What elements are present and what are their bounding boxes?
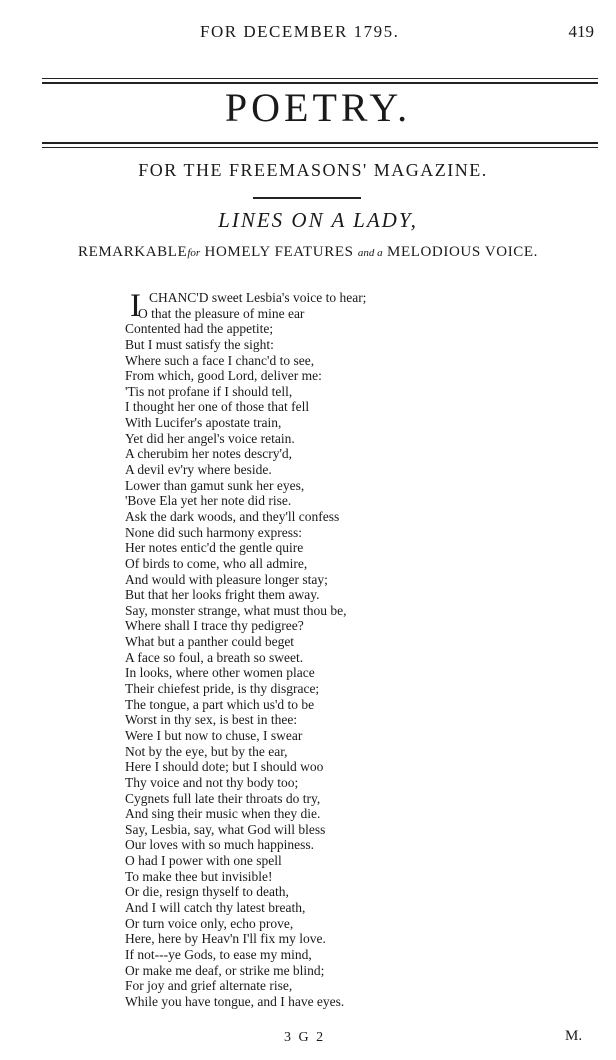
poem-line: Our loves with so much happiness. (125, 837, 314, 853)
poem-line: A cherubim her notes descry'd, (125, 446, 293, 462)
poem-line: Her notes entic'd the gentle quire (125, 540, 304, 556)
poem-line: Cygnets full late their throats do try, (125, 790, 321, 806)
subtitle-connector-2: and a (357, 247, 383, 259)
poem-line: Were I but now to chuse, I swear (125, 727, 303, 743)
bottom-rule-thin (42, 147, 598, 148)
poem-line: Where such a face I chanc'd to see, (125, 352, 315, 368)
poem-line: And I will catch thy latest breath, (125, 899, 306, 915)
poem-line: 'Bove Ela yet her note did rise. (125, 493, 292, 509)
poem-line: 'Tis not profane if I should tell, (125, 383, 293, 399)
poem-line: Lower than gamut sunk her eyes, (125, 477, 305, 493)
poem-line: With Lucifer's apostate train, (125, 415, 282, 431)
poem-line: The tongue, a part which us'd to be (125, 696, 315, 712)
poem-line: Of birds to come, who all admire, (125, 555, 308, 571)
poem-line: Contented had the appetite; (125, 321, 274, 337)
poem-line: Or die, resign thyself to death, (125, 884, 289, 900)
poem-line: But that her looks fright them away. (125, 587, 320, 603)
poem-line: And sing their music when they die. (125, 806, 321, 822)
title-divider (253, 197, 361, 199)
running-head (0, 22, 616, 42)
drop-cap: I (130, 288, 141, 324)
poem-line: None did such harmony express: (125, 524, 302, 540)
poem-line: Say, monster strange, what must thou be, (125, 602, 347, 618)
poem-line: Say, Lesbia, say, what God will bless (125, 821, 326, 837)
poem-line: O that the pleasure of mine ear (138, 305, 305, 321)
poem-line: Here I should dote; but I should woo (125, 759, 324, 775)
catchword: M. (565, 1028, 583, 1044)
poem-line: I thought her one of those that fell (125, 399, 310, 415)
poem-line: Or make me deaf, or strike me blind; (125, 962, 325, 978)
poem-line: A devil ev'ry where beside. (125, 462, 272, 478)
poem-line: Or turn voice only, echo prove, (125, 915, 294, 931)
poem-line: Worst in thy sex, is best in thee: (125, 712, 298, 728)
poem-line: O had I power with one spell (125, 853, 282, 869)
poem-line: Thy voice and not thy body too; (125, 774, 299, 790)
poem-line: But I must satisfy the sight: (125, 336, 274, 352)
subtitle-part-3: MELODIOUS VOICE. (387, 244, 539, 260)
subtitle-part-2: HOMELY FEATURES (204, 244, 354, 260)
subtitle-part-1: REMARKABLE (77, 244, 188, 260)
poem-line: Where shall I trace thy pedigree? (125, 618, 304, 634)
poem-line: From which, good Lord, deliver me: (125, 368, 322, 384)
poem-line: Not by the eye, but by the ear, (125, 743, 288, 759)
poem-line: Here, here by Heav'n I'll fix my love. (125, 931, 326, 947)
poem-line: CHANC'D sweet Lesbia's voice to hear; (149, 290, 367, 305)
section-heading: POETRY. (224, 85, 412, 130)
poem-line: In looks, where other women place (125, 665, 315, 681)
poem-body (125, 290, 545, 1009)
running-title: FOR DECEMBER 1795. (200, 22, 400, 41)
poem-line: For joy and grief alternate rise, (125, 978, 293, 994)
poem-line: Yet did her angel's voice retain. (125, 430, 295, 446)
poem-line: To make thee but invisible! (125, 868, 273, 884)
page-number: 419 (568, 22, 594, 41)
poem-line: Their chiefest pride, is thy disgrace; (125, 681, 320, 697)
subtitle-connector-1: for (187, 247, 201, 259)
top-rule-thin (42, 78, 598, 79)
magazine-title: FOR THE FREEMASONS' MAGAZINE. (138, 160, 488, 180)
poem-line: A face so foul, a breath so sweet. (125, 649, 304, 665)
poem-title: LINES ON A LADY, (218, 208, 418, 232)
bottom-rule-thick (42, 142, 598, 144)
signature-mark: 3 G 2 (284, 1030, 326, 1045)
poem-line: And would with pleasure longer stay; (125, 571, 328, 587)
poem-line: Ask the dark woods, and they'll confess (125, 508, 340, 524)
poem-line: While you have tongue, and I have eyes. (125, 993, 345, 1009)
poem-line: What but a panther could beget (125, 634, 295, 650)
poem-subtitle (0, 244, 616, 261)
poem-line: If not---ye Gods, to ease my mind, (125, 946, 312, 962)
